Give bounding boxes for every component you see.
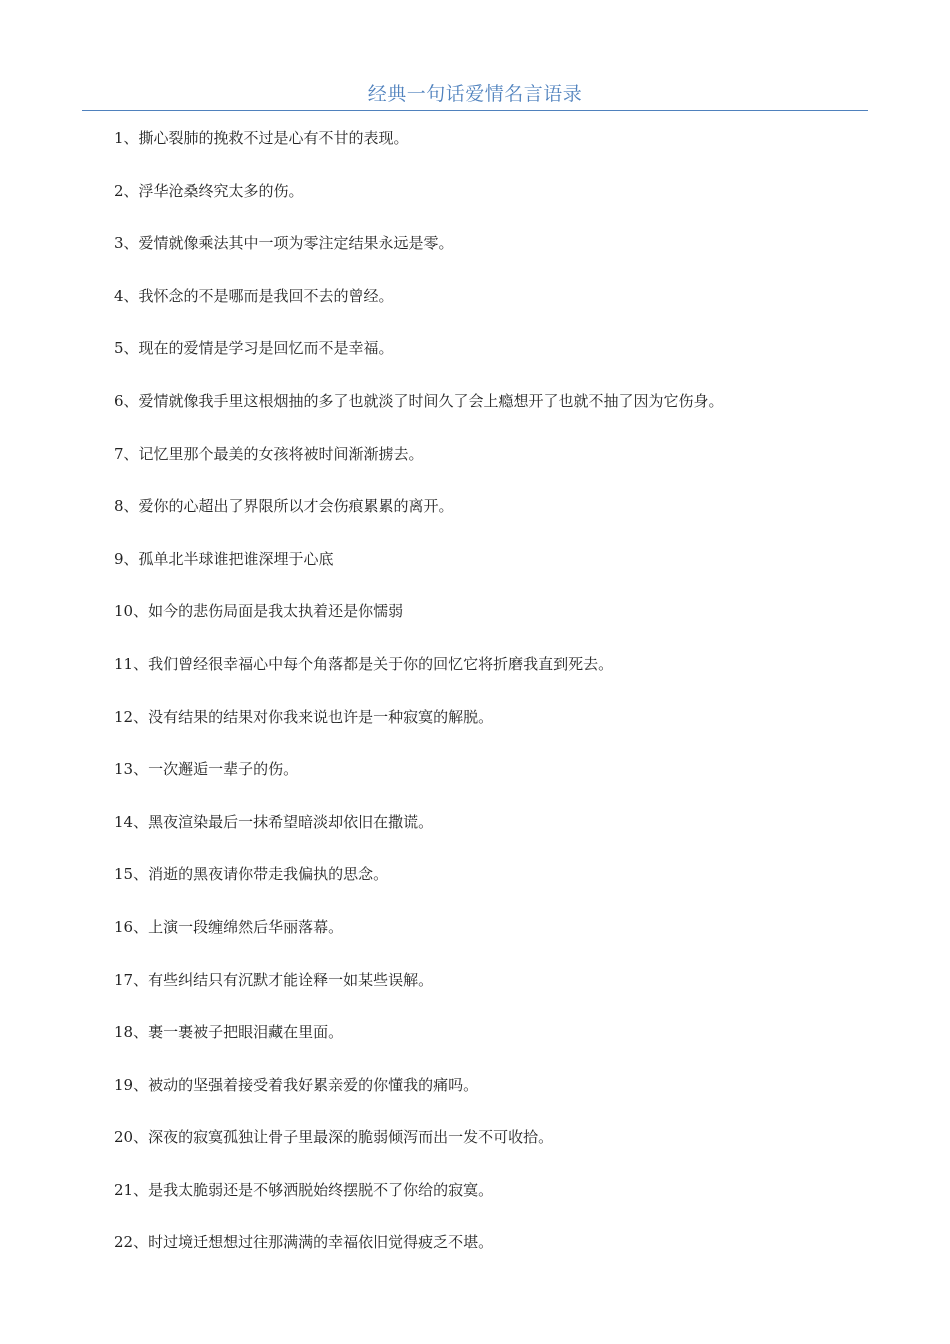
quote-item: 7、记忆里那个最美的女孩将被时间渐渐掳去。	[114, 444, 424, 463]
quote-item: 21、是我太脆弱还是不够洒脱始终摆脱不了你给的寂寞。	[114, 1180, 494, 1199]
quote-item: 1、撕心裂肺的挽救不过是心有不甘的表现。	[114, 129, 409, 147]
quote-item: 9、孤单北半球谁把谁深埋于心底	[114, 549, 334, 568]
quote-item: 3、爱情就像乘法其中一项为零注定结果永远是零。	[114, 234, 454, 253]
quote-item: 2、浮华沧桑终究太多的伤。	[114, 181, 304, 200]
quote-item: 12、没有结果的结果对你我来说也许是一种寂寞的解脱。	[114, 707, 494, 726]
quote-list	[114, 127, 854, 1284]
quote-item: 16、上演一段缠绵然后华丽落幕。	[114, 917, 344, 936]
quote-item: 19、被动的坚强着接受着我好累亲爱的你懂我的痛吗。	[114, 1075, 479, 1094]
quote-item: 22、时过境迁想想过往那满满的幸福依旧觉得疲乏不堪。	[114, 1233, 494, 1252]
quote-item: 20、深夜的寂寞孤独让骨子里最深的脆弱倾泻而出一发不可收拾。	[114, 1128, 554, 1147]
quote-item: 5、现在的爱情是学习是回忆而不是幸福。	[114, 339, 394, 358]
quote-item: 15、消逝的黑夜请你带走我偏执的思念。	[114, 865, 389, 884]
quote-item: 10、如今的悲伤局面是我太执着还是你懦弱	[114, 602, 404, 621]
page-header	[82, 80, 868, 111]
quote-item: 17、有些纠结只有沉默才能诠释一如某些误解。	[114, 970, 434, 989]
quote-item: 4、我怀念的不是哪而是我回不去的曾经。	[114, 286, 394, 305]
quote-item: 8、爱你的心超出了界限所以才会伤痕累累的离开。	[114, 497, 454, 516]
quote-item: 13、一次邂逅一辈子的伤。	[114, 760, 299, 779]
header-title: 经典一句话爱情名言语录	[367, 83, 583, 105]
quote-item: 18、裹一裹被子把眼泪藏在里面。	[114, 1023, 344, 1042]
quote-item: 14、黑夜渲染最后一抹希望暗淡却依旧在撒谎。	[114, 812, 434, 831]
quote-item: 6、爱情就像我手里这根烟抽的多了也就淡了时间久了会上瘾想开了也就不抽了因为它伤身。	[114, 391, 724, 410]
quote-item: 11、我们曾经很幸福心中每个角落都是关于你的回忆它将折磨我直到死去。	[114, 654, 614, 673]
